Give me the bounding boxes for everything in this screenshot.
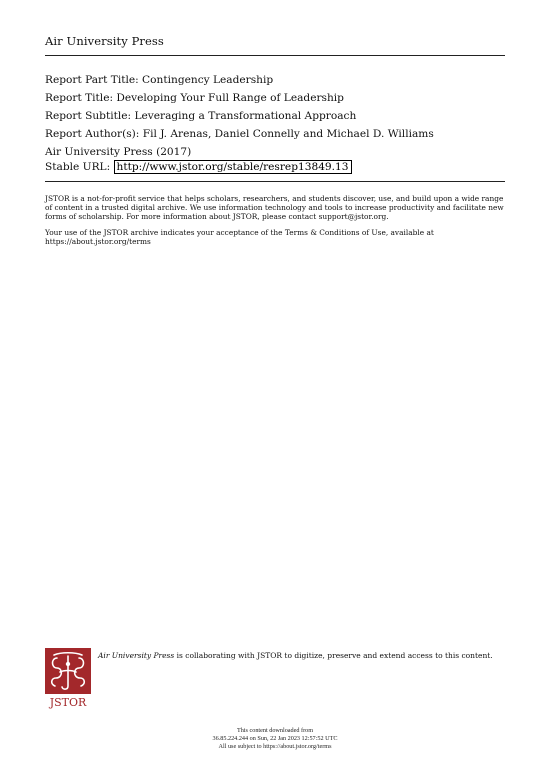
collab-statement: is collaborating with JSTOR to digitize, preserve and extend access to this content. (174, 651, 493, 660)
collaboration-block (45, 648, 507, 708)
report-subtitle: Report Subtitle: Leveraging a Transformational Approach (45, 110, 357, 122)
download-notice (0, 727, 550, 751)
terms-notice: Your use of the JSTOR archive indicates your acceptance of the Terms & Conditions of Use, available at https://about.jstor.org/terms (45, 227, 434, 246)
stable-url-link[interactable]: http://www.jstor.org/stable/resrep13849.13 (114, 160, 352, 174)
download-line-3: All use subject to https://about.jstor.org/terms (218, 742, 332, 750)
collab-publisher: Air University Press (98, 651, 175, 660)
legal-notice (45, 194, 507, 252)
stable-url-label: Stable URL: (45, 161, 114, 173)
download-line-1: This content downloaded from (236, 727, 314, 734)
report-title: Report Title: Developing Your Full Range of Leadership (45, 92, 344, 104)
jstor-wordmark: JSTOR (49, 696, 87, 709)
bottom-divider (45, 181, 505, 182)
top-divider (45, 55, 505, 56)
report-part-title: Report Part Title: Contingency Leadership (45, 74, 274, 86)
report-authors: Report Author(s): Fil J. Arenas, Daniel Connelly and Michael D. Williams (45, 128, 434, 140)
jstor-description: JSTOR is a not-for-profit service that helps scholars, researchers, and students discover, use, and build upon a wide range of content in a trusted digital archive. We use information technology and tools to increase productivity and facilitate new forms of scholarship. For more information about JSTOR, please contact support@jstor.org. (45, 194, 504, 222)
press-year: Air University Press (2017) (45, 146, 192, 158)
publisher-header: Air University Press (45, 34, 164, 48)
stable-url-line (45, 161, 352, 173)
jstor-logo (45, 648, 91, 710)
collaboration-text (98, 651, 508, 660)
report-metadata (45, 71, 505, 161)
download-line-2: 36.85.224.244 on Sun, 22 Jan 2023 12:57:52 UTC (212, 734, 338, 742)
